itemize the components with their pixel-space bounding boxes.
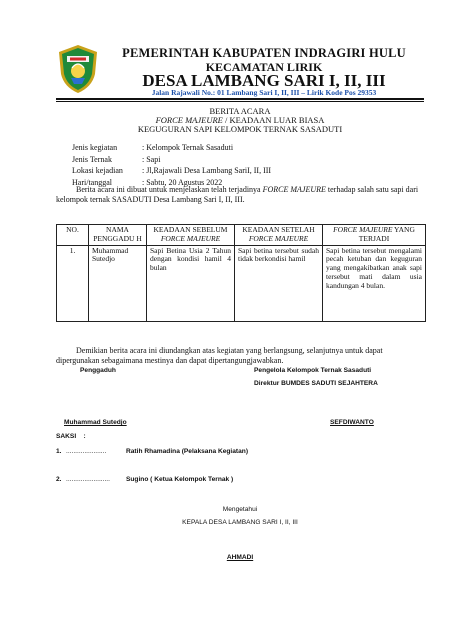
village-head-title: KEPALA DESA LAMBANG SARI I, II, III	[182, 519, 298, 526]
sign-left-name: Muhammad Sutedjo	[64, 419, 127, 426]
sign-right-title1: Pengelola Kelompok Ternak Sasaduti	[254, 367, 372, 374]
witness1-number: 1.	[56, 448, 62, 455]
col-sebelum: KEADAAN SEBELUM FORCE MAJEURE	[147, 225, 235, 246]
witness2-signature-line: ........................	[66, 476, 110, 483]
sign-right-name: SEFDIWANTO	[330, 419, 374, 426]
info-row: Jenis kegiatan : Kelompok Ternak Sasaduti	[72, 143, 234, 152]
witness1-signature-line: ......................	[66, 448, 107, 455]
col-no: NO.	[57, 225, 89, 246]
acknowledged-label: Mengetahui	[222, 506, 258, 513]
intro-paragraph: Berita acara ini dibuat untuk menjelaskan telah terjadinya FORCE MAJEURE terhadap salah satu sapi dari kelompok ternak SASADUTI Desa Lambang Sari I, II, III.	[56, 185, 419, 204]
info-row: Hari/tanggal : Sabtu, 20 Agustus 2022	[72, 177, 223, 187]
table-row: 1. Muhammad Sutedjo Sapi Betina Usia 2 Tahun dengan kondisi hamil 4 bulan Sapi betina tersebut sudah tidak berkondisi hamil Sapi betina tersebut mengalami pecah ketuban dan keguguran yang mengakibatkan anak sapi tersebut mati dalam usia kandungan 4 bulan.	[57, 245, 426, 321]
header-line2: KECAMATAN LIRIK	[205, 60, 323, 74]
event-info	[70, 141, 273, 189]
header-rule-thin	[56, 101, 424, 102]
doc-subject: KEGUGURAN SAPI KELOMPOK TERNAK SASADUTI	[137, 124, 343, 134]
incident-table	[56, 224, 426, 322]
sign-left-title: Penggaduh	[80, 367, 116, 374]
col-setelah: KEADAAN SETELAH FORCE MAJEURE	[235, 225, 323, 246]
info-row: Jenis Ternak : Sapi	[72, 154, 161, 164]
witness2-number: 2.	[56, 476, 62, 483]
witness2-name: Sugino ( Ketua Kelompok Ternak )	[126, 476, 234, 483]
col-nama: NAMA PENGGADU H	[89, 225, 147, 246]
col-terjadi: FORCE MAJEURE YANG TERJADI	[323, 225, 426, 246]
doc-title: BERITA ACARA	[209, 106, 271, 116]
header-address: Jalan Rajawali No.: 01 Lambang Sari I, II, III – Lirik Kode Pos 29353	[151, 88, 377, 97]
header-line1: PEMERINTAH KABUPATEN INDRAGIRI HULU	[122, 46, 406, 60]
witness1-name: Ratih Rhamadina (Pelaksana Kegiatan)	[126, 448, 249, 455]
closing-paragraph: Demikian berita acara ini diundangkan atas kegiatan yang berlangsung, selanjutnya untuk dapat dipergunakan sebagaimana mestinya dan dapat dipertangungjawabkan.	[56, 346, 383, 365]
witness-label: SAKSI :	[56, 433, 86, 440]
info-row: Lokasi kejadian : Jl,Rajawali Desa Lambang SariI, II, III	[72, 166, 272, 176]
regency-emblem-icon	[58, 44, 98, 94]
header-village-name: DESA LAMBANG SARI I, II, III	[142, 71, 386, 90]
header-rule-thick	[56, 98, 424, 100]
village-head-name: AHMADI	[226, 554, 254, 561]
table-header-row	[57, 225, 426, 246]
doc-subtitle: FORCE MAJEURE / KEADAAN LUAR BIASA	[155, 115, 325, 125]
sign-right-title2: Direktur BUMDES SADUTI SEJAHTERA	[254, 380, 378, 387]
